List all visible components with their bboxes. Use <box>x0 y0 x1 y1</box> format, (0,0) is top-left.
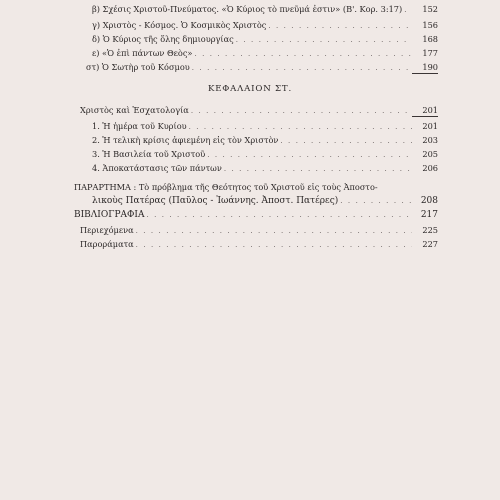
toc-entry-page: 156 <box>422 20 438 30</box>
leader-dots <box>404 5 412 16</box>
toc-entry-delta <box>92 34 438 46</box>
leader-dots <box>194 49 412 60</box>
toc-entry-epsilon <box>92 48 438 60</box>
leader-dots <box>136 226 412 237</box>
toc-entry-page: 201 <box>422 121 438 131</box>
toc-entry-page: 205 <box>422 149 438 159</box>
toc-entry-beta <box>92 4 438 16</box>
toc-entry-label: γ) Χριστὸς - Κόσμος. Ὁ Κοσμικὸς Χριστὸς <box>92 20 267 30</box>
leader-dots <box>224 164 412 175</box>
appendix-entry <box>92 196 438 208</box>
toc-entry-page: 227 <box>422 239 438 249</box>
toc-entry-2 <box>92 135 438 147</box>
leader-dots <box>268 21 412 32</box>
toc-entry-page: 177 <box>422 48 438 58</box>
leader-dots <box>340 196 412 207</box>
toc-entry-label: β) Σχέσις Χριστοῦ-Πνεύματος. «Ὁ Κύριος τὸ πνεῦμά ἐστιν» (Β'. Κορ. 3:17) <box>92 4 403 14</box>
toc-entry-page: 203 <box>422 135 438 145</box>
leader-dots <box>146 210 412 221</box>
toc-entry-page: 225 <box>422 225 438 235</box>
toc-entry-page: 201 <box>412 105 438 117</box>
toc-entry-3 <box>92 149 438 161</box>
chapter-heading: ΚΕΦΑΛΑΙΟΝ ΣΤ. <box>208 84 292 94</box>
leader-dots <box>207 150 412 161</box>
toc-entry-label: στ) Ὁ Σωτὴρ τοῦ Κόσμου <box>86 62 190 72</box>
leader-dots <box>236 35 412 46</box>
toc-entry-page: 152 <box>422 4 438 14</box>
toc-entry-bibliography <box>74 210 438 222</box>
toc-entry-errata <box>80 239 438 251</box>
chapter-title-entry <box>80 105 438 117</box>
toc-entry-label: 3. Ἡ Βασιλεία τοῦ Χριστοῦ <box>92 149 206 159</box>
leader-dots <box>191 106 412 117</box>
appendix-line-1: ΠΑΡΑΡΤΗΜΑ : Τὸ πρόβλημα τῆς Θεότητος τοῦ Χριστοῦ εἰς τοὺς Ἀποστο- <box>74 182 378 192</box>
leader-dots <box>136 240 412 251</box>
toc-entry-4 <box>92 163 438 175</box>
toc-entry-1 <box>92 121 438 133</box>
toc-entry-page: 168 <box>422 34 438 44</box>
toc-entry-page: 208 <box>420 196 438 206</box>
leader-dots <box>192 63 412 74</box>
toc-entry-label: ε) «Ὁ ἐπὶ πάντων Θεὸς» <box>92 48 193 58</box>
toc-entry-label: ΒΙΒΛΙΟΓΡΑΦΙΑ <box>74 210 145 220</box>
toc-entry-page: 217 <box>420 210 438 220</box>
toc-entry-gamma <box>92 20 438 32</box>
toc-entry-contents <box>80 225 438 237</box>
toc-entry-label: 4. Ἀποκατάστασις τῶν πάντων <box>92 163 222 173</box>
toc-entry-label: Περιεχόμενα <box>80 225 134 235</box>
toc-entry-page: 206 <box>422 163 438 173</box>
toc-entry-page: 190 <box>412 62 438 74</box>
toc-entry-label: 2. Ἡ τελικὴ κρίσις ἀφιεμένη εἰς τὸν Χριστὸν <box>92 135 279 145</box>
toc-entry-label: 1. Ἡ ἡμέρα τοῦ Κυρίου <box>92 121 187 131</box>
toc-entry-label: Χριστὸς καὶ Ἐσχατολογία <box>80 105 189 115</box>
leader-dots <box>280 136 412 147</box>
toc-entry-stigma <box>86 62 438 74</box>
toc-entry-label: δ) Ὁ Κύριος τῆς ὅλης δημιουργίας <box>92 34 234 44</box>
leader-dots <box>189 122 412 133</box>
toc-entry-label: Παροράματα <box>80 239 134 249</box>
toc-entry-label: λικοὺς Πατέρας (Παῦλος - Ἰωάννης. Ἀποστ. Πατέρες) <box>92 196 339 206</box>
